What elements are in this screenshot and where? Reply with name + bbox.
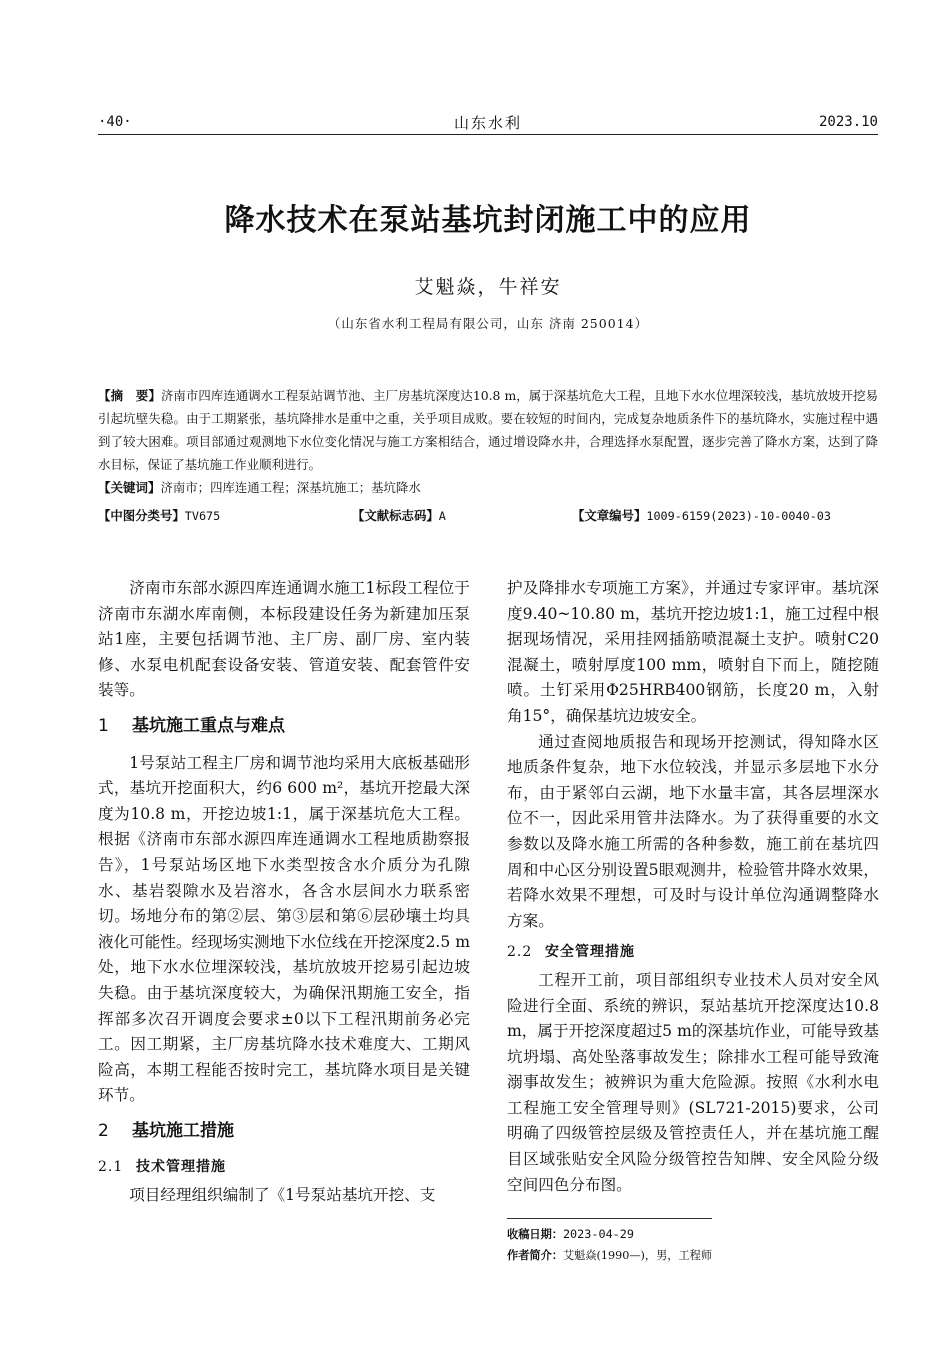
section-2-heading: 2 基坑施工措施 — [98, 1120, 234, 1141]
abstract-text: 济南市四库连通调水工程泵站调节池、主厂房基坑深度达10.8 m，属于深基坑危大工程，且地下水水位埋深较浅，基坑放坡开挖易引起坑壁失稳。由于工期紧张，基坑降排水是重中之重，关乎项目成败。要在较短的时间内，完成复杂地质条件下的基坑降水，实施过程中遇到了较大困难。项目部通过观测地下水位变化情况与施工方案相结合，通过增设降水井，合理选择水泵配置，逐步完善了降水方案，达到了降水目标，保证了基坑施工作业顺利进行。 — [98, 388, 878, 472]
keywords-text: 济南市；四库连通工程；深基坑施工；基坑降水 — [160, 480, 421, 495]
section-2-1-heading: 2.1 技术管理措施 — [98, 1159, 226, 1176]
keywords-label: 【关键词】 — [98, 480, 161, 495]
running-header — [98, 112, 878, 136]
header-rule — [98, 134, 878, 135]
footnote-rule — [507, 1218, 712, 1219]
section-2-1-paragraph-start: 项目经理组织编制了《1号泵站基坑开挖、支 — [129, 1186, 436, 1205]
section-1-heading: 1 基坑施工重点与难点 — [98, 715, 285, 736]
issue-date: 2023.10 — [818, 114, 878, 130]
section-1-paragraph: 1号泵站工程主厂房和调节池均采用大底板基础形式，基坑开挖面积大，约6 600 m²，基坑开挖最大深度为10.8 m，开挖边坡1:1，属于深基坑危大工程。根据《济南市东部水源四库连通调水工程地质勘察报告》，1号泵站场区地下水类型按含水介质分为孔隙水、基岩裂隙水及岩溶水，各含水层间水力联系密切。场地分布的第②层、第③层和第⑥层砂壤土均具液化可能性。经现场实测地下水位线在开挖深度2.5 m处，地下水水位埋深较浅，基坑放坡开挖易引起边坡失稳。由于基坑深度较大，为确保汛期施工安全，指挥部多次召开调度会要求±0以下工程汛期前务必完工。因工期紧，主厂房基坑降水技术难度大、工期风险高，本期工程能否按时完工，基坑降水项目是关键环节。 — [98, 753, 471, 1105]
authors: 艾魁焱，牛祥安 — [414, 276, 562, 298]
body-column-left — [98, 576, 470, 1209]
section-2-1-paragraph-2: 通过查阅地质报告和现场开挖测试，得知降水区地质条件复杂，地下水位较浅，并显示多层地下水分布，由于紧邻白云湖，地下水量丰富，其各层埋深水位不一，因此采用管井法降水。为了获得重要的水文参数以及降水施工所需的各种参数，施工前在基坑四周和中心区分别设置5眼观测井，检验管井降水效果，若降水效果不理想，可及时与设计单位沟通调整降水方案。 — [507, 732, 879, 930]
section-2-2-heading: 2.2 安全管理措施 — [507, 944, 635, 961]
section-2-1-paragraph-cont: 护及降排水专项施工方案》，并通过专家评审。基坑深度9.40~10.80 m，基坑开挖边坡1:1，施工过程中根据现场情况，采用挂网插筋喷混凝土支护。喷射C20混凝土，喷射厚度100 mm，喷射自下而上，随挖随喷。土钉采用Φ25HRB400钢筋，长度20 m，入射角15°，确保基坑边坡安全。 — [507, 579, 879, 725]
article-title: 降水技术在泵站基坑封闭施工中的应用 — [224, 203, 752, 238]
abstract — [98, 384, 878, 476]
keywords — [98, 476, 878, 499]
body-column-right — [507, 576, 879, 1198]
intro-paragraph: 济南市东部水源四库连通调水施工1标段工程位于济南市东湖水库南侧，本标段建设任务为新建加压泵站1座，主要包括调节池、主厂房、副厂房、室内装修、水泵电机配套设备安装、管道安装、配套管件安装等。 — [98, 579, 470, 700]
footnote-received: 收稿日期：2023-04-29 — [507, 1227, 634, 1241]
abstract-label: 【摘 要】 — [98, 388, 161, 403]
article-number: 【文章编号】1009-6159(2023)-10-0040-03 — [572, 508, 832, 523]
clc-number: 【中图分类号】TV675 — [98, 508, 221, 523]
footnote-author: 作者简介：艾魁焱(1990—)，男，工程师 — [507, 1249, 713, 1262]
affiliation: （山东省水利工程局有限公司，山东 济南 250014） — [327, 316, 649, 331]
section-2-2-paragraph: 工程开工前，项目部组织专业技术人员对安全风险进行全面、系统的辨识，泵站基坑开挖深度达10.8 m，属于开挖深度超过5 m的深基坑作业，可能导致基坑坍塌、高处坠落事故发生；除排水工程可能导致淹溺事故发生；被辨识为重大危险源。按照《水利水电工程施工安全管理导则》(SL721-2015)要求，公司明确了四级管控层级及管控责任人，并在基坑施工醒目区域张贴安全风险分级管控告知牌、安全风险分级空间四色分布图。 — [507, 970, 879, 1194]
abstract-block — [98, 384, 878, 499]
document-code: 【文献标志码】A — [352, 508, 446, 523]
journal-name: 山东水利 — [453, 114, 522, 132]
page-number: ·40· — [98, 114, 132, 130]
